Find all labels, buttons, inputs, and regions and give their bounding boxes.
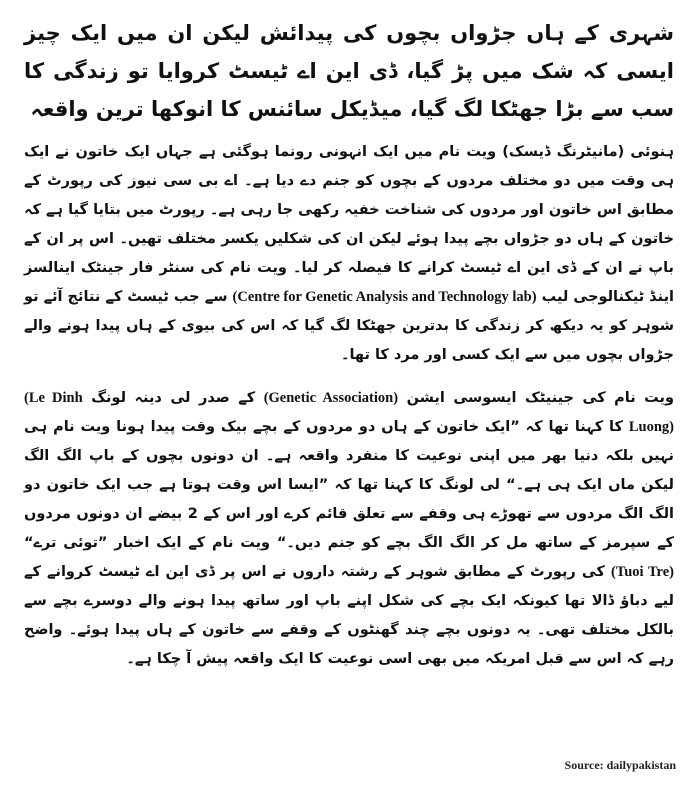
headline: شہری کے ہاں جڑواں بچوں کی پیدائش لیکن ان میں ایک چیز ایسی کہ شک میں پڑ گیا، ڈی این اے ٹیسٹ کروایا تو زندگی کا سب سے بڑا جھٹکا لگ گیا، میڈیکل سائنس کا انوکھا ترین واقعہ	[24, 21, 674, 121]
paragraph-1-text-a: ہنوئی (مانیٹرنگ ڈیسک) ویت نام میں ایک انہونی رونما ہوگئی ہے جہاں ایک خاتون نے ایک ہی وقت میں دو مختلف مردوں کے بچوں کو جنم دے دیا ہے۔ اے بی سی نیوز کی رپورٹ کے مطابق اس خاتون اور مردوں کی شناخت خفیہ رکھی جا رہی ہے۔ رپورٹ میں بتایا گیا ہے کہ خاتون کے ہاں دو جڑواں بچے پیدا ہوئے لیکن ان کی شکلیں یکسر مختلف تھیں۔ اس پر ان کے باپ نے ان کے ڈی این اے ٹیسٹ کرانے کا فیصلہ کر لیا۔ ویت نام کی سنٹر فار جینٹک اینالسز اینڈ ٹیکنالوجی لیب	[24, 144, 674, 305]
source-credit: Source: dailypakistan	[564, 758, 676, 772]
paragraph-1-english: (Centre for Genetic Analysis and Technology lab)	[232, 289, 537, 305]
paragraph-2-text-d: کی رپورٹ کے مطابق شوہر کے رشتہ داروں نے اس پر ڈی این اے ٹیسٹ کروانے کے لیے دباؤ ڈالا تھا کیونکہ ایک بچے کی شکل اپنے باپ اور ساتھ پیدا ہونے والے دوسرے بچے سے بالکل مختلف تھی۔ یہ دونوں بچے چند گھنٹوں کے وقفے سے خاتون کے ہاں پیدا ہوئے۔ واضح رہے کہ اس سے قبل امریکہ میں بھی اسی نوعیت کا ایک واقعہ پیش آ چکا ہے۔	[24, 564, 674, 667]
paragraph-2-english-3: (Tuoi Tre)	[611, 564, 674, 580]
paragraph-2-english-2: (Le Dinh Luong)	[24, 390, 674, 435]
paragraph-1-text-b: سے جب ٹیسٹ کے نتائج آئے تو شوہر کو یہ دیکھ کر زندگی کا بدترین جھٹکا لگ گیا کہ اس کی بیوی کے ہاں پیدا ہونے والے جڑواں بچوں میں سے ایک کسی اور مرد کا تھا۔	[24, 289, 674, 363]
paragraph-1	[20, 138, 678, 370]
paragraph-2	[20, 384, 678, 674]
paragraph-2-english-1: (Genetic Association)	[263, 390, 399, 406]
paragraph-2-text-c: کا کہنا تھا کہ ”ایک خاتون کے ہاں دو مردوں کے بچے بیک وقت پیدا ہونا ویت نام ہی نہیں بلکہ دنیا بھر میں اپنی نوعیت کا منفرد واقعہ ہے۔ ان دونوں بچوں کے باپ الگ الگ لیکن ماں ایک ہی ہے۔“ لی لونگ کا کہنا تھا کہ ”ایسا اس وقت ہوتا ہے جب ایک خاتون دو الگ الگ مردوں سے تھوڑے ہی وقفے سے تعلق قائم کرے اور اس کے 2 بیضے ان دونوں مردوں کے سپرمز کے ساتھ مل کر الگ الگ بچے کو جنم دیں۔“ ویت نام کے ایک اخبار ”توئی ترے“	[24, 419, 674, 551]
paragraph-2-text-b: کے صدر لی دینہ لونگ	[91, 390, 256, 406]
paragraph-2-text-a: ویت نام کی جینیٹک ایسوسی ایشن	[406, 390, 674, 406]
